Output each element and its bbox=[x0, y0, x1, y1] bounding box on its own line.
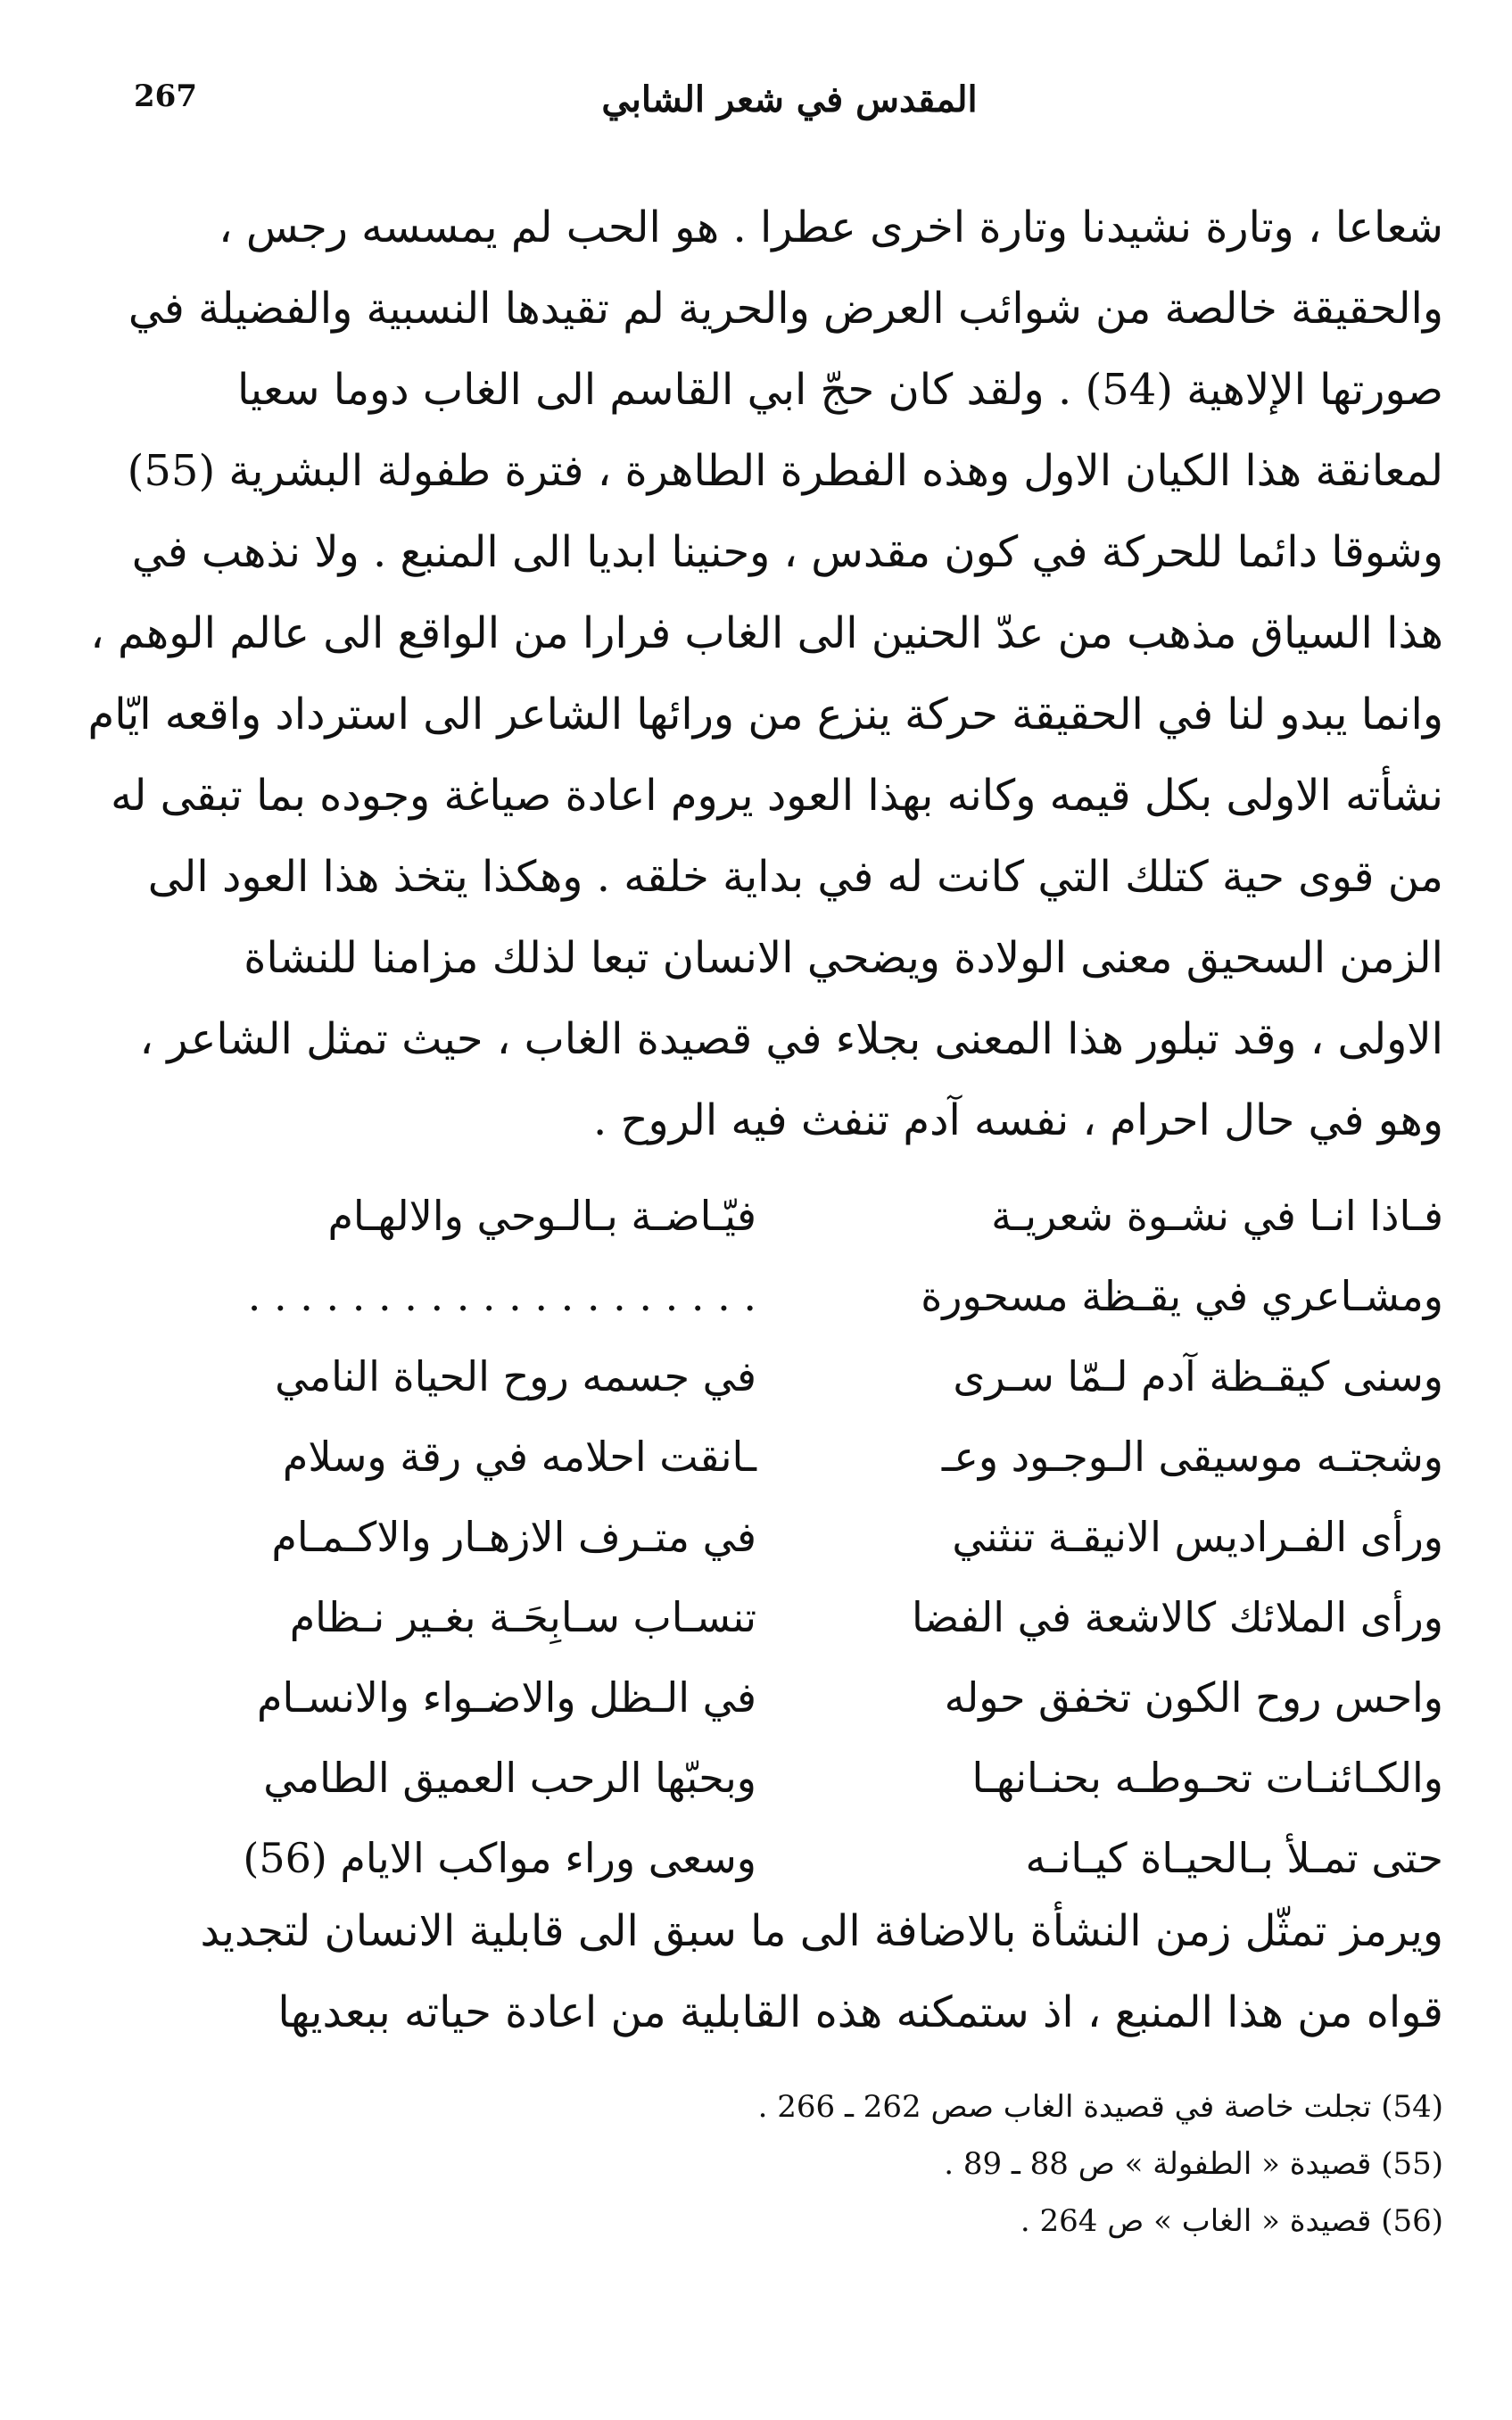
body-line: صورتها الإلاهية (54) . ولقد كان حجّ ابي القاسم الى الغاب دوما سعيا bbox=[236, 365, 1443, 415]
verse-first-hemistich: ومشـاعري في يقـظة مسحورة bbox=[921, 1272, 1443, 1320]
body-line: هذا السياق مذهب من عدّ الحنين الى الغاب فرارا من الواقع الى عالم الوهم ، bbox=[90, 608, 1443, 658]
verse-first-hemistich: وشجتـه موسيقى الـوجـود وعـ bbox=[941, 1433, 1443, 1481]
poem-verse bbox=[132, 1577, 1443, 1657]
body-line: نشأته الاولى بكل قيمه وكانه بهذا العود يروم اعادة صياغة وجوده بما تبقى له bbox=[111, 771, 1443, 821]
verse-first-hemistich: حتى تمـلأ بـالحيـاة كيـانـه bbox=[1025, 1834, 1443, 1882]
body-line: وهو في حال احرام ، نفسه آدم تنفث فيه الروح . bbox=[593, 1095, 1443, 1145]
poem bbox=[132, 1176, 1443, 1898]
verse-second-hemistich: ـانقت احلامه في رقة وسلام bbox=[282, 1433, 756, 1481]
body-line: وانما يبدو لنا في الحقيقة حركة ينزع من ورائها الشاعر الى استرداد واقعه ايّام bbox=[87, 690, 1443, 739]
footnote: (56) قصيدة « الغاب » ص 264 . bbox=[1020, 2203, 1443, 2239]
poem-verse bbox=[132, 1336, 1443, 1416]
running-title: المقدس في شعر الشابي bbox=[601, 78, 978, 120]
verse-first-hemistich: فـاذا انـا في نشـوة شعريـة bbox=[991, 1192, 1443, 1240]
poem-verse bbox=[132, 1256, 1443, 1336]
poem-verse bbox=[132, 1497, 1443, 1577]
verse-first-hemistich: وسنى كيقـظة آدم لـمّا سـرى bbox=[953, 1352, 1443, 1400]
body-line: الاولى ، وقد تبلور هذا المعنى بجلاء في قصيدة الغاب ، حيث تمثل الشاعر ، bbox=[139, 1014, 1443, 1064]
verse-second-hemistich: تنسـاب سـابِحَـة بغـير نـظام bbox=[289, 1593, 756, 1641]
verse-second-hemistich: في جسمه روح الحياة النامي bbox=[275, 1352, 756, 1400]
body-line: ويرمز تمثّل زمن النشأة بالاضافة الى ما سبق الى قابلية الانسان لتجديد bbox=[200, 1906, 1443, 1956]
body-line: قواه من هذا المنبع ، اذ ستمكنه هذه القابلية من اعادة حياته ببعديها bbox=[277, 1987, 1443, 2037]
verse-second-hemistich: في الـظل والاضـواء والانسـام bbox=[256, 1673, 756, 1722]
page-header bbox=[134, 78, 1445, 132]
body-line: والحقيقة خالصة من شوائب العرض والحرية لم تقيدها النسبية والفضيلة في bbox=[128, 284, 1443, 334]
poem-verse bbox=[132, 1176, 1443, 1256]
verse-second-hemistich: وسعى وراء مواكب الايام (56) bbox=[243, 1834, 756, 1882]
poem-verse bbox=[132, 1738, 1443, 1818]
footnotes bbox=[132, 2078, 1443, 2250]
body-paragraph bbox=[87, 187, 1443, 1161]
poem-verse bbox=[132, 1657, 1443, 1738]
verse-second-hemistich: وبحبّها الرحب العميق الطامي bbox=[263, 1754, 756, 1802]
footnote: (54) تجلت خاصة في قصيدة الغاب صص 262 ـ 266 . bbox=[757, 2089, 1443, 2125]
after-poem-paragraph bbox=[132, 1891, 1443, 2053]
page-number: 267 bbox=[134, 78, 197, 114]
verse-second-hemistich: . . . . . . . . . . . . . . . . . . . . bbox=[247, 1272, 756, 1320]
body-line: شعاعا ، وتارة نشيدنا وتارة اخرى عطرا . هو الحب لم يمسسه رجس ، bbox=[219, 202, 1443, 252]
poem-verse bbox=[132, 1818, 1443, 1898]
body-line: الزمن السحيق معنى الولادة ويضحي الانسان تبعا لذلك مزامنا للنشاة bbox=[244, 933, 1443, 983]
verse-second-hemistich: فيّـاضـة بـالـوحي والالهـام bbox=[327, 1192, 756, 1240]
footnote: (55) قصيدة « الطفولة » ص 88 ـ 89 . bbox=[944, 2146, 1443, 2182]
verse-first-hemistich: والكـائنـات تحـوطـه بحنـانهـا bbox=[971, 1754, 1443, 1802]
body-line: من قوى حية كتلك التي كانت له في بداية خلقه . وهكذا يتخذ هذا العود الى bbox=[147, 852, 1443, 902]
poem-verse bbox=[132, 1416, 1443, 1497]
body-line: لمعانقة هذا الكيان الاول وهذه الفطرة الطاهرة ، فترة طفولة البشرية (55) bbox=[127, 446, 1443, 496]
verse-first-hemistich: واحس روح الكون تخفق حوله bbox=[944, 1673, 1443, 1722]
verse-second-hemistich: في متـرف الازهـار والاكـمـام bbox=[271, 1513, 756, 1561]
verse-first-hemistich: ورأى الملائك كالاشعة في الفضا bbox=[912, 1593, 1443, 1641]
body-line: وشوقا دائما للحركة في كون مقدس ، وحنينا ابديا الى المنبع . ولا نذهب في bbox=[131, 527, 1443, 577]
verse-first-hemistich: ورأى الفـراديس الانيقـة تنثني bbox=[952, 1513, 1443, 1561]
